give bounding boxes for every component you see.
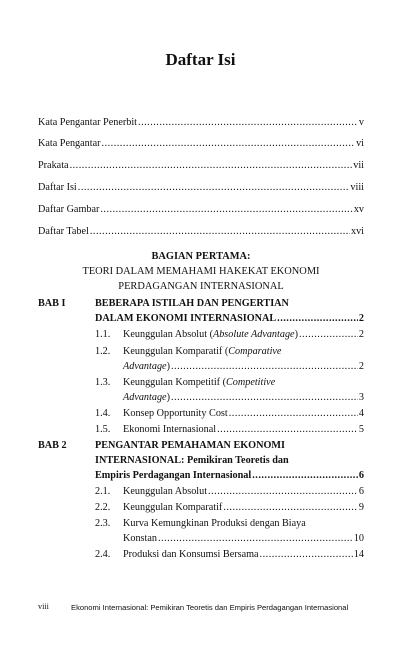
part-heading: BAGIAN PERTAMA: bbox=[151, 251, 251, 262]
chapter-number: BAB 2 bbox=[38, 440, 67, 451]
part-subtitle: TEORI DALAM MEMAHAMI HAKEKAT EKONOMI bbox=[82, 266, 320, 277]
section-entry[interactable]: Keunggulan Absolut (Absolute Advantage) ..... 2 bbox=[123, 328, 364, 341]
footer-running-title: Ekonomi Internasional: Pemikiran Teoretis dan Empiris Perdagangan Internasional bbox=[71, 603, 349, 612]
chapter-title: BEBERAPA ISTILAH DAN PENGERTIAN bbox=[95, 298, 289, 309]
section-entry[interactable]: Produksi dan Konsumsi Bersama ..... 14 bbox=[123, 548, 364, 561]
chapter-title: INTERNASIONAL: Pemikiran Teoretis dan bbox=[95, 455, 289, 466]
footer-page-number: viii bbox=[38, 602, 49, 611]
toc-entry[interactable]: Daftar Tabel ..... xvi bbox=[38, 225, 364, 238]
section-entry[interactable]: Keunggulan Komparatif ..... 9 bbox=[123, 501, 364, 514]
section-title: Keunggulan Kompetitif (Competitive bbox=[123, 377, 276, 388]
section-title: Kurva Kemungkinan Produksi dengan Biaya bbox=[123, 518, 306, 529]
chapter-title: PENGANTAR PEMAHAMAN EKONOMI bbox=[95, 440, 285, 451]
section-number: 1.3. bbox=[95, 377, 111, 388]
section-number: 2.2. bbox=[95, 502, 111, 513]
section-number: 1.1. bbox=[95, 329, 111, 340]
chapter-entry[interactable]: Empiris Perdagangan Internasional ..... 6 bbox=[95, 469, 364, 482]
section-entry[interactable]: Advantage) ..... 3 bbox=[123, 391, 364, 404]
section-number: 1.4. bbox=[95, 408, 111, 419]
section-entry[interactable]: Konsep Opportunity Cost ..... 4 bbox=[123, 407, 364, 420]
page-title: Daftar Isi bbox=[165, 50, 236, 69]
section-number: 2.3. bbox=[95, 518, 111, 529]
section-number: 2.4. bbox=[95, 549, 111, 560]
toc-entry[interactable]: Prakata ..... vii bbox=[38, 159, 364, 172]
toc-entry[interactable]: Kata Pengantar Penerbit ..... v bbox=[38, 116, 364, 129]
part-subtitle: PERDAGANGAN INTERNASIONAL bbox=[118, 281, 284, 292]
toc-entry[interactable]: Kata Pengantar ..... vi bbox=[38, 137, 364, 150]
section-entry[interactable]: Konstan ..... 10 bbox=[123, 532, 364, 545]
section-number: 1.2. bbox=[95, 346, 111, 357]
chapter-entry[interactable]: DALAM EKONOMI INTERNASIONAL ..... 2 bbox=[95, 312, 364, 325]
section-entry[interactable]: Ekonomi Internasional ..... 5 bbox=[123, 423, 364, 436]
chapter-number: BAB I bbox=[38, 298, 66, 309]
section-title: Keunggulan Komparatif (Comparative bbox=[123, 346, 282, 357]
section-entry[interactable]: Keunggulan Absolut ..... 6 bbox=[123, 485, 364, 498]
section-number: 2.1. bbox=[95, 486, 111, 497]
toc-entry[interactable]: Daftar Gambar ..... xv bbox=[38, 203, 364, 216]
section-number: 1.5. bbox=[95, 424, 111, 435]
toc-entry[interactable]: Daftar Isi ..... viii bbox=[38, 181, 364, 194]
section-entry[interactable]: Advantage) ..... 2 bbox=[123, 360, 364, 373]
